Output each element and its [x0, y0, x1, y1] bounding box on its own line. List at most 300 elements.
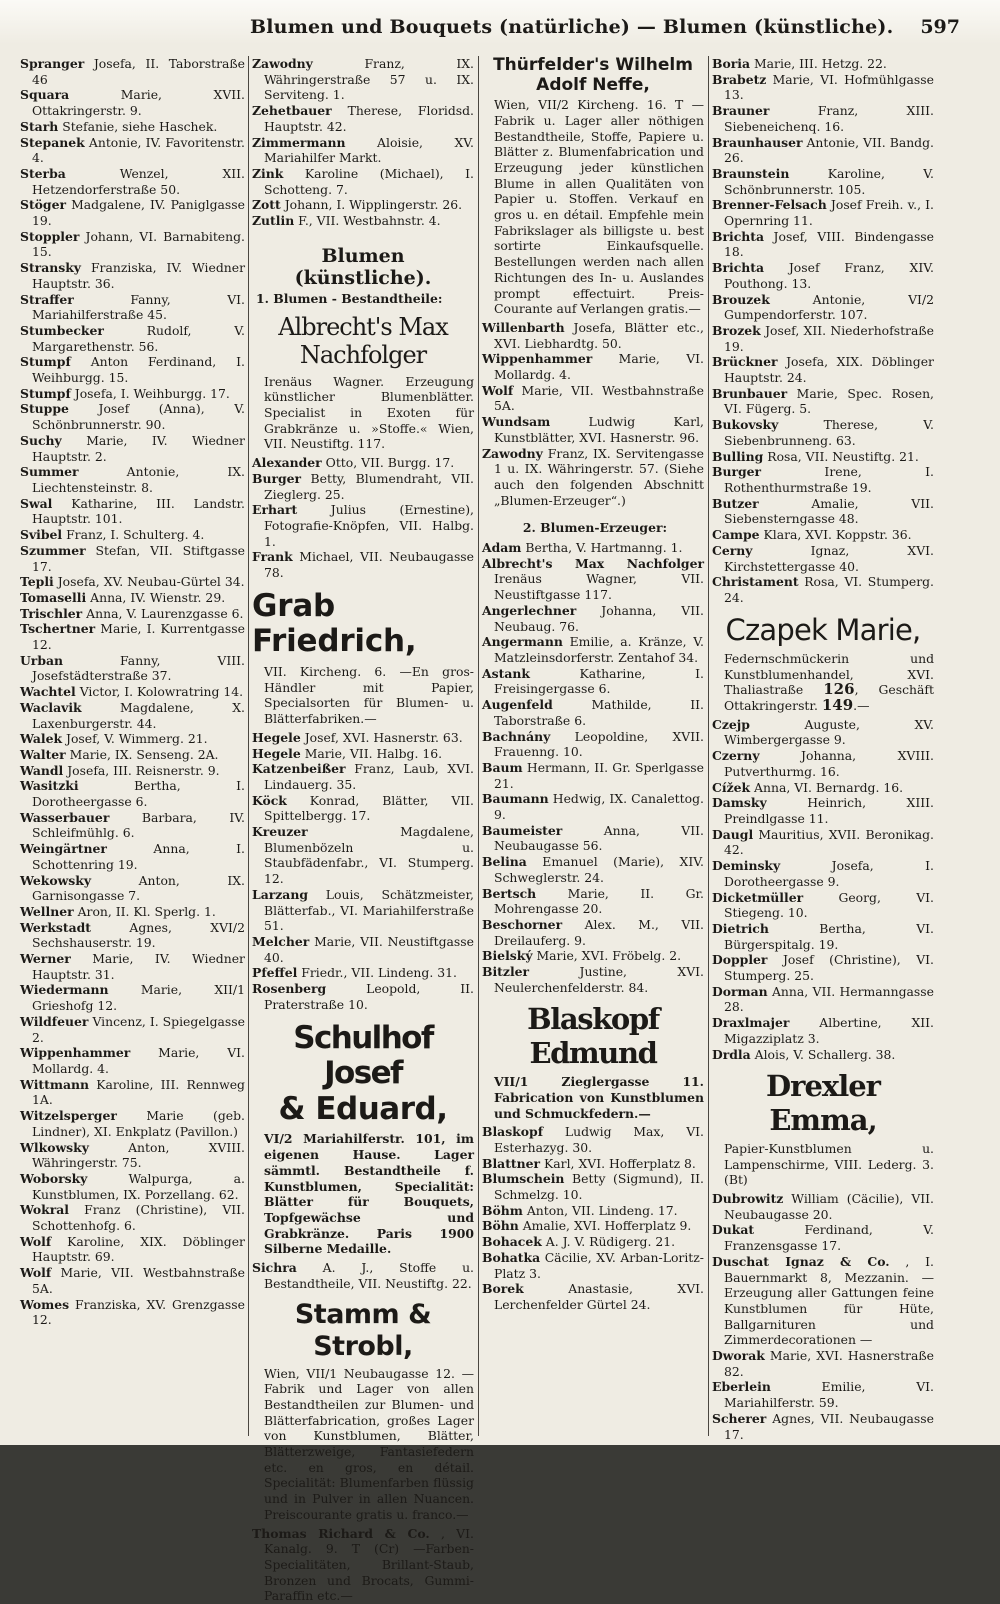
entry-list — [252, 730, 474, 1013]
entry-details: Josef, XII. Niederhofstraße 19. — [724, 322, 934, 354]
entry-name: Sichra — [252, 1260, 297, 1276]
directory-entry — [712, 1015, 934, 1046]
advertiser-name: Stamm & Strobl, — [294, 1299, 432, 1362]
entry-name: Brunbauer — [712, 385, 788, 401]
entry-name: Szummer — [20, 542, 86, 558]
entry-list — [252, 455, 474, 581]
directory-entry — [20, 653, 245, 684]
entry-details: Josef, VIII. Bindengasse 18. — [724, 228, 934, 260]
directory-entry — [712, 827, 934, 858]
entry-name: Katzenbeißer — [252, 761, 346, 777]
advertisement-text: Wien, VII/1 Neubaugasse 12. —Fabrik und Lager von allen Bestandtheilen zur Blumen- und Blätterfabrication, großes Lager von Kunstblumen, Blätter, Blätterzweige, Fantasiefedern etc. en gros, en détail. Specialität: Blumenfarben flüssig und in Pulver in allen Nuancen. Preiscourante gratis u. franco.— — [264, 1365, 474, 1522]
entry-name: Boria — [712, 56, 751, 71]
directory-entry — [20, 543, 245, 574]
advertisement-text: Irenäus Wagner. Erzeugung künstlicher Blumenblätter. Specialist in Exoten für Grabkränze u. »Stoffe.« Wien, VII. Neustiftg. 117. — [264, 373, 474, 452]
column-rule — [708, 56, 709, 1436]
entry-details: Vincenz, I. Spiegelgasse 2. — [32, 1013, 245, 1045]
entry-list — [482, 320, 704, 508]
entry-name: Brückner — [712, 354, 778, 370]
entry-name: Frank — [252, 549, 293, 565]
entry-name: Czerny — [712, 748, 760, 764]
column-4 — [712, 56, 934, 1442]
entry-details: Otto, VII. Burgg. 17. — [325, 455, 455, 471]
directory-entry — [712, 496, 934, 527]
entry-name: Dworak — [712, 1348, 765, 1364]
entry-details: , I. Bauernmarkt 8, Mezzanin. —Erzeugung aller Gattungen feine Kunstblumen für Hüte, Ballgarnituren und Zimmerdecorationen — — [724, 1253, 934, 1348]
directory-entry — [252, 455, 474, 471]
directory-entry — [712, 890, 934, 921]
directory-entry — [712, 417, 934, 448]
entry-details: , VI. Kanalg. 9. T (Cr) —Farben-Specialitäten, Brillant-Staub, Bronzen und Brocats, Gummi-Paraffin etc.— — [264, 1525, 474, 1604]
entry-details: Victor, I. Kolowratring 14. — [79, 684, 244, 700]
directory-entry — [252, 793, 474, 824]
entry-name: Deminsky — [712, 858, 781, 874]
directory-entry — [482, 1218, 704, 1234]
entry-details: Katharine, I. Freisingergasse 6. — [494, 665, 704, 697]
column-rule — [248, 56, 249, 1436]
entry-details: Johanna, XVIII. Putverthurmg. 16. — [724, 748, 934, 779]
entry-details: Konrad, Blätter, VII. Spittelbergg. 17. — [264, 792, 474, 824]
entry-details: Franz, I. Schulterg. 4. — [66, 527, 205, 543]
entry-details: Franz, XIII. Siebeneichenq. 16. — [724, 103, 934, 134]
entry-details: Josefa, I. Weihburgg. 17. — [74, 385, 230, 401]
entry-details: Anna, VII. Neubaugasse 56. — [494, 822, 704, 854]
entry-name: Alexander — [252, 455, 322, 471]
entry-name: Kreuzer — [252, 824, 308, 840]
entry-details: Betty (Sigmund), II. Schmelzg. 10. — [494, 1171, 704, 1203]
directory-entry — [20, 621, 245, 652]
directory-entry — [252, 502, 474, 549]
entry-details: Walpurga, a. Kunstblumen, IX. Porzellang. 62. — [32, 1170, 245, 1202]
directory-entry — [20, 606, 245, 622]
entry-list — [482, 1124, 704, 1312]
entry-name: Squara — [20, 87, 70, 103]
entry-name: Stöger — [20, 197, 67, 213]
entry-name: Bitzler — [482, 964, 530, 980]
directory-entry — [482, 1156, 704, 1172]
directory-entry — [482, 1250, 704, 1281]
directory-entry — [482, 917, 704, 948]
entry-details: Barbara, IV. Schleifmühlg. 6. — [32, 809, 245, 841]
entry-name: Dicketmüller — [712, 889, 804, 905]
entry-details: Franziska, XV. Grenzgasse 12. — [32, 1296, 245, 1328]
directory-entry — [20, 229, 245, 260]
entry-details: Marie, VI. Hofmühlgasse 13. — [724, 71, 934, 103]
section-heading: Blumen (künstliche). — [294, 244, 432, 289]
entry-details: Mauritius, XVII. Beronikag. 42. — [724, 826, 934, 858]
directory-entry — [20, 731, 245, 747]
entry-name: Trischler — [20, 605, 83, 621]
entry-name: Brauner — [712, 103, 770, 119]
entry-details: Madgalene, IV. Paniglgasse 19. — [32, 197, 245, 229]
directory-entry — [252, 934, 474, 965]
entry-name: Butzer — [712, 495, 759, 511]
entry-details: Anton, IX. Garnisongasse 7. — [32, 872, 245, 904]
directory-entry — [482, 414, 704, 445]
directory-entry — [482, 603, 704, 634]
entry-details: Johann, VI. Barnabiteng. 15. — [32, 228, 245, 260]
entry-name: Brichta — [712, 260, 765, 276]
column-rule — [478, 56, 479, 1436]
directory-entry — [482, 383, 704, 414]
entry-name: Christament — [712, 574, 799, 590]
entry-details: Emilie, a. Kränze, V. Matzleinsdorferstr. Zentahof 34. — [494, 634, 704, 665]
entry-name: Czejp — [712, 716, 750, 732]
directory-entry — [712, 1047, 934, 1063]
street-number: 126 — [823, 680, 855, 699]
entry-details: Anton Ferdinand, I. Weihburgg. 15. — [32, 354, 245, 386]
page-header — [0, 0, 1000, 44]
page-title: Blumen und Bouquets (natürliche) — Blumen (künstliche). — [250, 16, 894, 38]
entry-name: Wildfeuer — [20, 1013, 89, 1029]
directory-entry — [252, 166, 474, 197]
entry-name: Straffer — [20, 291, 74, 307]
directory-entry — [712, 292, 934, 323]
entry-details: Katharine, III. Landstr. Hauptstr. 101. — [32, 495, 245, 527]
entry-name: Zehetbauer — [252, 103, 332, 119]
advertisement-text: VII. Kircheng. 6. —En gros-Händler mit Papier, Specialsorten für Blumen- u. Blätterfabriken.— — [264, 664, 474, 727]
entry-name: Braunstein — [712, 165, 790, 181]
entry-name: Hegele — [252, 729, 301, 745]
directory-entry — [482, 1171, 704, 1202]
entry-name: Bulling — [712, 448, 764, 464]
entry-details: Aloisie, XV. Mariahilfer Markt. — [264, 134, 474, 166]
entry-details: Michael, VII. Neubaugasse 78. — [264, 549, 474, 581]
advertiser-name: Drexler Emma, — [766, 1069, 880, 1137]
directory-entry — [20, 119, 245, 135]
directory-entry — [482, 540, 704, 556]
ad-text-part: .— — [853, 698, 870, 714]
entry-details: Ignaz, XVI. Kirchstettergasse 40. — [724, 542, 934, 574]
directory-entry — [20, 527, 245, 543]
entry-list — [712, 56, 934, 606]
entry-details: Therese, V. Siebenbrunneng. 63. — [724, 417, 934, 448]
directory-entry — [20, 904, 245, 920]
directory-entry — [712, 260, 934, 291]
entry-details: Leopold, II. Praterstraße 10. — [264, 981, 474, 1012]
advertiser-name-line-2: Adolf Neffe, — [536, 74, 650, 95]
entry-details: Marie, XII/1 Grieshofg 12. — [32, 982, 245, 1014]
entry-details: Marie, XVI. Fröbelg. 2. — [536, 948, 682, 964]
entry-details: Anna, IV. Wienstr. 29. — [90, 589, 226, 605]
directory-entry — [712, 1411, 934, 1442]
entry-name: Baumeister — [482, 822, 563, 838]
advertisement-text: Wien, VII/2 Kircheng. 16. T —Fabrik u. Lager aller nöthigen Bestandtheile, Stoffe, Papiere u. Blätter z. Blumenfabrication und Erzeugung jeder künstlichen Blume in allen Qualitäten von Papier u. Stoffen. Verkauf en gros u. en détail. Empfehle mein Fabrikslager als billigste u. best sortirte Einkaufsquelle. Bestellungen werden nach allen Richtungen des In- u. Auslandes prompt effectuirt. Preis-Courante auf Verlangen gratis.— — [494, 97, 704, 317]
directory-entry — [712, 1348, 934, 1379]
street-number: 149 — [821, 696, 854, 715]
page-number: 597 — [920, 16, 960, 38]
entry-details: Rosa, VI. Stumperg. 24. — [724, 574, 934, 605]
directory-entry — [482, 964, 704, 995]
directory-entry — [20, 747, 245, 763]
entry-details: Anton, VII. Lindeng. 17. — [526, 1202, 678, 1218]
entry-name: Suchy — [20, 432, 62, 448]
directory-entry — [252, 746, 474, 762]
entry-name: Wolf — [482, 382, 514, 398]
entry-details: Ludwig Max, VI. Esterhazyg. 30. — [494, 1124, 704, 1155]
advertiser-name: Grab Friedrich, — [252, 587, 417, 660]
entry-name: Sterba — [20, 165, 66, 181]
entry-details: Aron, II. Kl. Sperlg. 1. — [77, 903, 216, 919]
entry-details: Karl, XVI. Hofferplatz 8. — [544, 1155, 696, 1171]
entry-details: Mathilde, II. Taborstraße 6. — [494, 697, 704, 728]
entry-name: Albrecht's Max Nachfolger — [482, 555, 704, 571]
directory-entry — [20, 354, 245, 385]
directory-entry — [482, 556, 704, 603]
directory-entry — [712, 795, 934, 826]
directory-entry — [20, 135, 245, 166]
directory-entry — [20, 1108, 245, 1139]
directory-entry — [252, 981, 474, 1012]
entry-name: Bohacek — [482, 1234, 542, 1250]
entry-name: Tepli — [20, 574, 54, 590]
directory-entry — [712, 952, 934, 983]
column-3 — [482, 56, 704, 1436]
subsection-heading: 2. Blumen-Erzeuger: — [522, 520, 668, 536]
directory-entry — [712, 717, 934, 748]
entry-details: Irenäus Wagner, VII. Neustiftgasse 117. — [494, 571, 704, 603]
entry-name: Pfeffel — [252, 965, 298, 981]
entry-details: Anna, VI. Bernardg. 16. — [754, 779, 904, 795]
directory-entry — [20, 197, 245, 228]
directory-entry — [712, 56, 934, 72]
entry-details: Magdalene, X. Laxenburgerstr. 44. — [32, 699, 245, 731]
entry-name: Drdla — [712, 1046, 751, 1062]
entry-details: Karoline, V. Schönbrunnerstr. 105. — [724, 165, 934, 197]
entry-name: Baum — [482, 759, 523, 775]
entry-details: Fanny, VI. Mariahilferstraße 45. — [32, 291, 245, 323]
directory-entry — [482, 351, 704, 382]
entry-details: Josefa, III. Reisnerstr. 9. — [67, 762, 220, 778]
advertiser-name: Schulhof Josef — [293, 1019, 433, 1092]
directory-entry — [20, 56, 245, 87]
entry-name: Wachtel — [20, 684, 76, 700]
directory-entry — [712, 858, 934, 889]
entry-details: Ludwig Karl, Kunstblätter, XVI. Hasnerstr. 96. — [494, 414, 704, 445]
entry-name: Wundsam — [482, 414, 551, 430]
entry-name: Woborsky — [20, 1170, 88, 1186]
entry-details: Julius (Ernestine), Fotografie-Knöpfen, VII. Halbg. 1. — [264, 502, 474, 549]
directory-entry — [20, 841, 245, 872]
entry-name: Zimmermann — [252, 134, 346, 150]
entry-details: Johanna, VII. Neubaug. 76. — [494, 602, 704, 634]
entry-details: Franz, Laub, XVI. Lindauerg. 35. — [264, 761, 474, 792]
directory-entry — [20, 982, 245, 1013]
entry-name: Werner — [20, 951, 71, 967]
directory-entry — [712, 1379, 934, 1410]
entry-name: Urban — [20, 652, 64, 668]
entry-details: Franz, IX. Währingerstraße 57 u. IX. Serviteng. 1. — [264, 56, 474, 103]
entry-details: Anton, XVIII. Währingerstr. 75. — [32, 1139, 245, 1171]
directory-entry — [20, 1077, 245, 1108]
directory-entry — [252, 213, 474, 229]
entry-name: Wekowsky — [20, 872, 92, 888]
entry-details: Marie, VII. Halbg. 16. — [304, 745, 443, 761]
entry-details: William (Cäcilie), VII. Neubaugasse 20. — [724, 1191, 934, 1222]
directory-entry — [20, 1140, 245, 1171]
entry-name: Wasserbauer — [20, 809, 110, 825]
directory-entry — [20, 1202, 245, 1233]
entry-name: Weingärtner — [20, 841, 107, 857]
directory-entry — [20, 260, 245, 291]
entry-details: Wenzel, XII. Hetzendorferstraße 50. — [32, 165, 245, 197]
entry-name: Dukat — [712, 1222, 755, 1238]
entry-name: Blumschein — [482, 1171, 565, 1187]
directory-entry — [712, 229, 934, 260]
directory-entry — [712, 921, 934, 952]
entry-details: Josefa, I. Dorotheergasse 9. — [724, 858, 934, 889]
entry-name: Wlkowsky — [20, 1139, 89, 1155]
directory-entry — [482, 729, 704, 760]
entry-details: A. J., Stoffe u. Bestandtheile, VII. Neustiftg. 22. — [264, 1260, 474, 1291]
directory-entry — [482, 823, 704, 854]
entry-details: Marie, Spec. Rosen, VI. Fügerg. 5. — [724, 385, 934, 417]
directory-entry — [20, 433, 245, 464]
directory-entry — [252, 471, 474, 502]
directory-entry — [712, 527, 934, 543]
entry-details: Marie, IV. Wiedner Hauptstr. 31. — [32, 951, 245, 982]
entry-name: Köck — [252, 792, 287, 808]
directory-entry — [482, 1281, 704, 1312]
entry-details: Betty, Blumendraht, VII. Zieglerg. 25. — [264, 470, 474, 502]
entry-details: Josef (Christine), VI. Stumperg. 25. — [724, 952, 934, 984]
advertisement-text: VI/2 Mariahilferstr. 101, im eigenen Hause. Lager sämmtl. Bestandtheile f. Kunstblumen, Specialität: Blätter für Bouquets, Topfgewächse und Grabkränze. Paris 1900 Silberne Medaille. — [264, 1131, 474, 1257]
entry-name: Brichta — [712, 228, 765, 244]
entry-list — [482, 540, 704, 995]
entry-name: Womes — [20, 1296, 70, 1312]
entry-name: Bielský — [482, 948, 533, 964]
entry-name: Svibel — [20, 527, 63, 543]
entry-name: Stumpf — [20, 354, 71, 370]
entry-details: Klara, XVI. Koppstr. 36. — [763, 527, 912, 543]
directory-entry — [252, 761, 474, 792]
entry-name: Dietrich — [712, 920, 769, 936]
directory-entry — [712, 166, 934, 197]
entry-details: Josef, XVI. Hasnerstr. 63. — [304, 729, 463, 745]
entry-details: Louis, Schätzmeister, Blätterfab., VI. Mariahilferstraße 51. — [264, 886, 474, 934]
entry-details: Franz, IX. Servitengasse 1 u. IX. Währingerstr. 57. (Siehe auch den folgenden Abschnitt „Blumen-Erzeuger“.) — [494, 445, 704, 508]
directory-entry — [712, 464, 934, 495]
entry-details: Alex. M., VII. Dreilauferg. 9. — [494, 916, 704, 948]
entry-name: Walter — [20, 746, 66, 762]
entry-details: A. J. V. Rüdigerg. 21. — [545, 1234, 676, 1250]
directory-entry — [482, 948, 704, 964]
directory-entry — [20, 763, 245, 779]
entry-name: Stransky — [20, 260, 81, 276]
directory-entry — [712, 1191, 934, 1222]
entry-details: Auguste, XV. Wimbergergasse 9. — [724, 716, 934, 748]
directory-entry — [20, 292, 245, 323]
entry-details: Bertha, I. Dorotheergasse 6. — [32, 778, 245, 810]
entry-name: Wiedermann — [20, 982, 109, 998]
directory-entry — [20, 87, 245, 118]
entry-name: Wellner — [20, 903, 74, 919]
entry-details: Josef Freih. v., I. Opernring 11. — [724, 197, 934, 229]
entry-details: Therese, Floridsd. Hauptstr. 42. — [264, 103, 474, 134]
entry-name: Blattner — [482, 1155, 541, 1171]
directory-entry — [252, 887, 474, 934]
entry-details: Anastasie, XVI. Lerchenfelder Gürtel 24. — [494, 1281, 704, 1312]
directory-entry — [712, 449, 934, 465]
entry-list — [252, 1260, 474, 1291]
entry-details: Anna, VII. Hermanngasse 28. — [724, 983, 934, 1015]
directory-entry — [482, 697, 704, 728]
entry-name: Campe — [712, 527, 760, 543]
directory-entry — [252, 1526, 474, 1604]
entry-details: Ferdinand, V. Franzensgasse 17. — [724, 1222, 934, 1254]
entry-details: Antonie, VII. Bandg. 26. — [724, 134, 934, 166]
entry-name: Blaskopf — [482, 1124, 544, 1140]
entry-name: Thomas Richard & Co. — [252, 1525, 430, 1541]
directory-entry — [712, 135, 934, 166]
directory-entry — [712, 386, 934, 417]
entry-details: Amalie, VII. Siebensterngasse 48. — [724, 495, 934, 527]
directory-entry — [482, 791, 704, 822]
advertiser-name: Czapek Marie, — [725, 612, 921, 647]
directory-entry — [252, 197, 474, 213]
entry-details: Cäcilie, XV. Arban-Loritz-Platz 3. — [494, 1249, 704, 1281]
entry-details: F., VII. Westbahnstr. 4. — [298, 213, 441, 229]
entry-name: Bukovsky — [712, 417, 779, 433]
advertisement-text: Papier-Kunstblumen u. Lampenschirme, VIII. Lederg. 3. (Bt) — [724, 1140, 934, 1188]
entry-name: Zawodny — [482, 445, 543, 461]
directory-entry — [252, 1260, 474, 1291]
entry-details: Marie, VII. Westbahnstraße 5A. — [494, 382, 704, 414]
entry-name: Zawodny — [252, 56, 313, 71]
entry-name: Baumann — [482, 791, 549, 807]
entry-name: Bertsch — [482, 885, 537, 901]
entry-details: Marie, IV. Wiedner Hauptstr. 2. — [32, 432, 245, 464]
entry-name: Brouzek — [712, 291, 770, 307]
entry-details: Marie, I. Kurrentgasse 12. — [32, 621, 245, 653]
directory-entry — [712, 1222, 934, 1253]
directory-entry — [482, 666, 704, 697]
entry-details: Rudolf, V. Margarethenstr. 56. — [32, 322, 245, 354]
entry-name: Cerny — [712, 542, 753, 558]
entry-details: Josef, V. Wimmerg. 21. — [66, 731, 208, 747]
entry-details: Antonie, IX. Liechtensteinstr. 8. — [32, 464, 245, 495]
directory-entry — [482, 634, 704, 665]
directory-entry — [712, 780, 934, 796]
entry-name: Stuppe — [20, 401, 69, 417]
directory-entry — [252, 965, 474, 981]
ad-text-part: Federnschmückerin und Kunstblumenhandel, XVI. Thaliastraße — [724, 650, 934, 698]
entry-details: Justine, XVI. Neulerchenfelderstr. 84. — [494, 964, 704, 995]
entry-details: Marie, II. Gr. Mohrengasse 20. — [494, 885, 704, 917]
directory-entry — [252, 135, 474, 166]
entry-name: Tomaselli — [20, 589, 87, 605]
directory-entry — [20, 386, 245, 402]
entry-name: Beschorner — [482, 916, 563, 932]
entry-details: Josefa, II. Taborstraße 46 — [32, 56, 245, 87]
entry-name: Wolf — [20, 1265, 52, 1281]
entry-name: Angermann — [482, 634, 563, 650]
entry-details: Leopoldine, XVII. Frauenng. 10. — [494, 728, 704, 760]
entry-details: Franziska, IV. Wiedner Hauptstr. 36. — [32, 260, 245, 291]
directory-entry — [20, 920, 245, 951]
subsection-heading: 1. Blumen - Bestandtheile: — [256, 290, 443, 306]
directory-entry — [712, 748, 934, 779]
entry-details: Bertha, V. Hartmanng. 1. — [525, 540, 683, 556]
entry-name: Duschat Ignaz & Co. — [712, 1253, 890, 1269]
directory-entry — [252, 824, 474, 887]
entry-name: Brozek — [712, 322, 761, 338]
entry-name: Astank — [482, 665, 530, 681]
entry-details: Antonie, VI/2 Gumpendorferstr. 107. — [724, 291, 934, 323]
entry-list — [712, 717, 934, 1062]
entry-details: Anna, V. Laurenzgasse 6. — [86, 605, 244, 621]
entry-details: Emanuel (Marie), XIV. Schweglerstr. 24. — [494, 854, 704, 885]
